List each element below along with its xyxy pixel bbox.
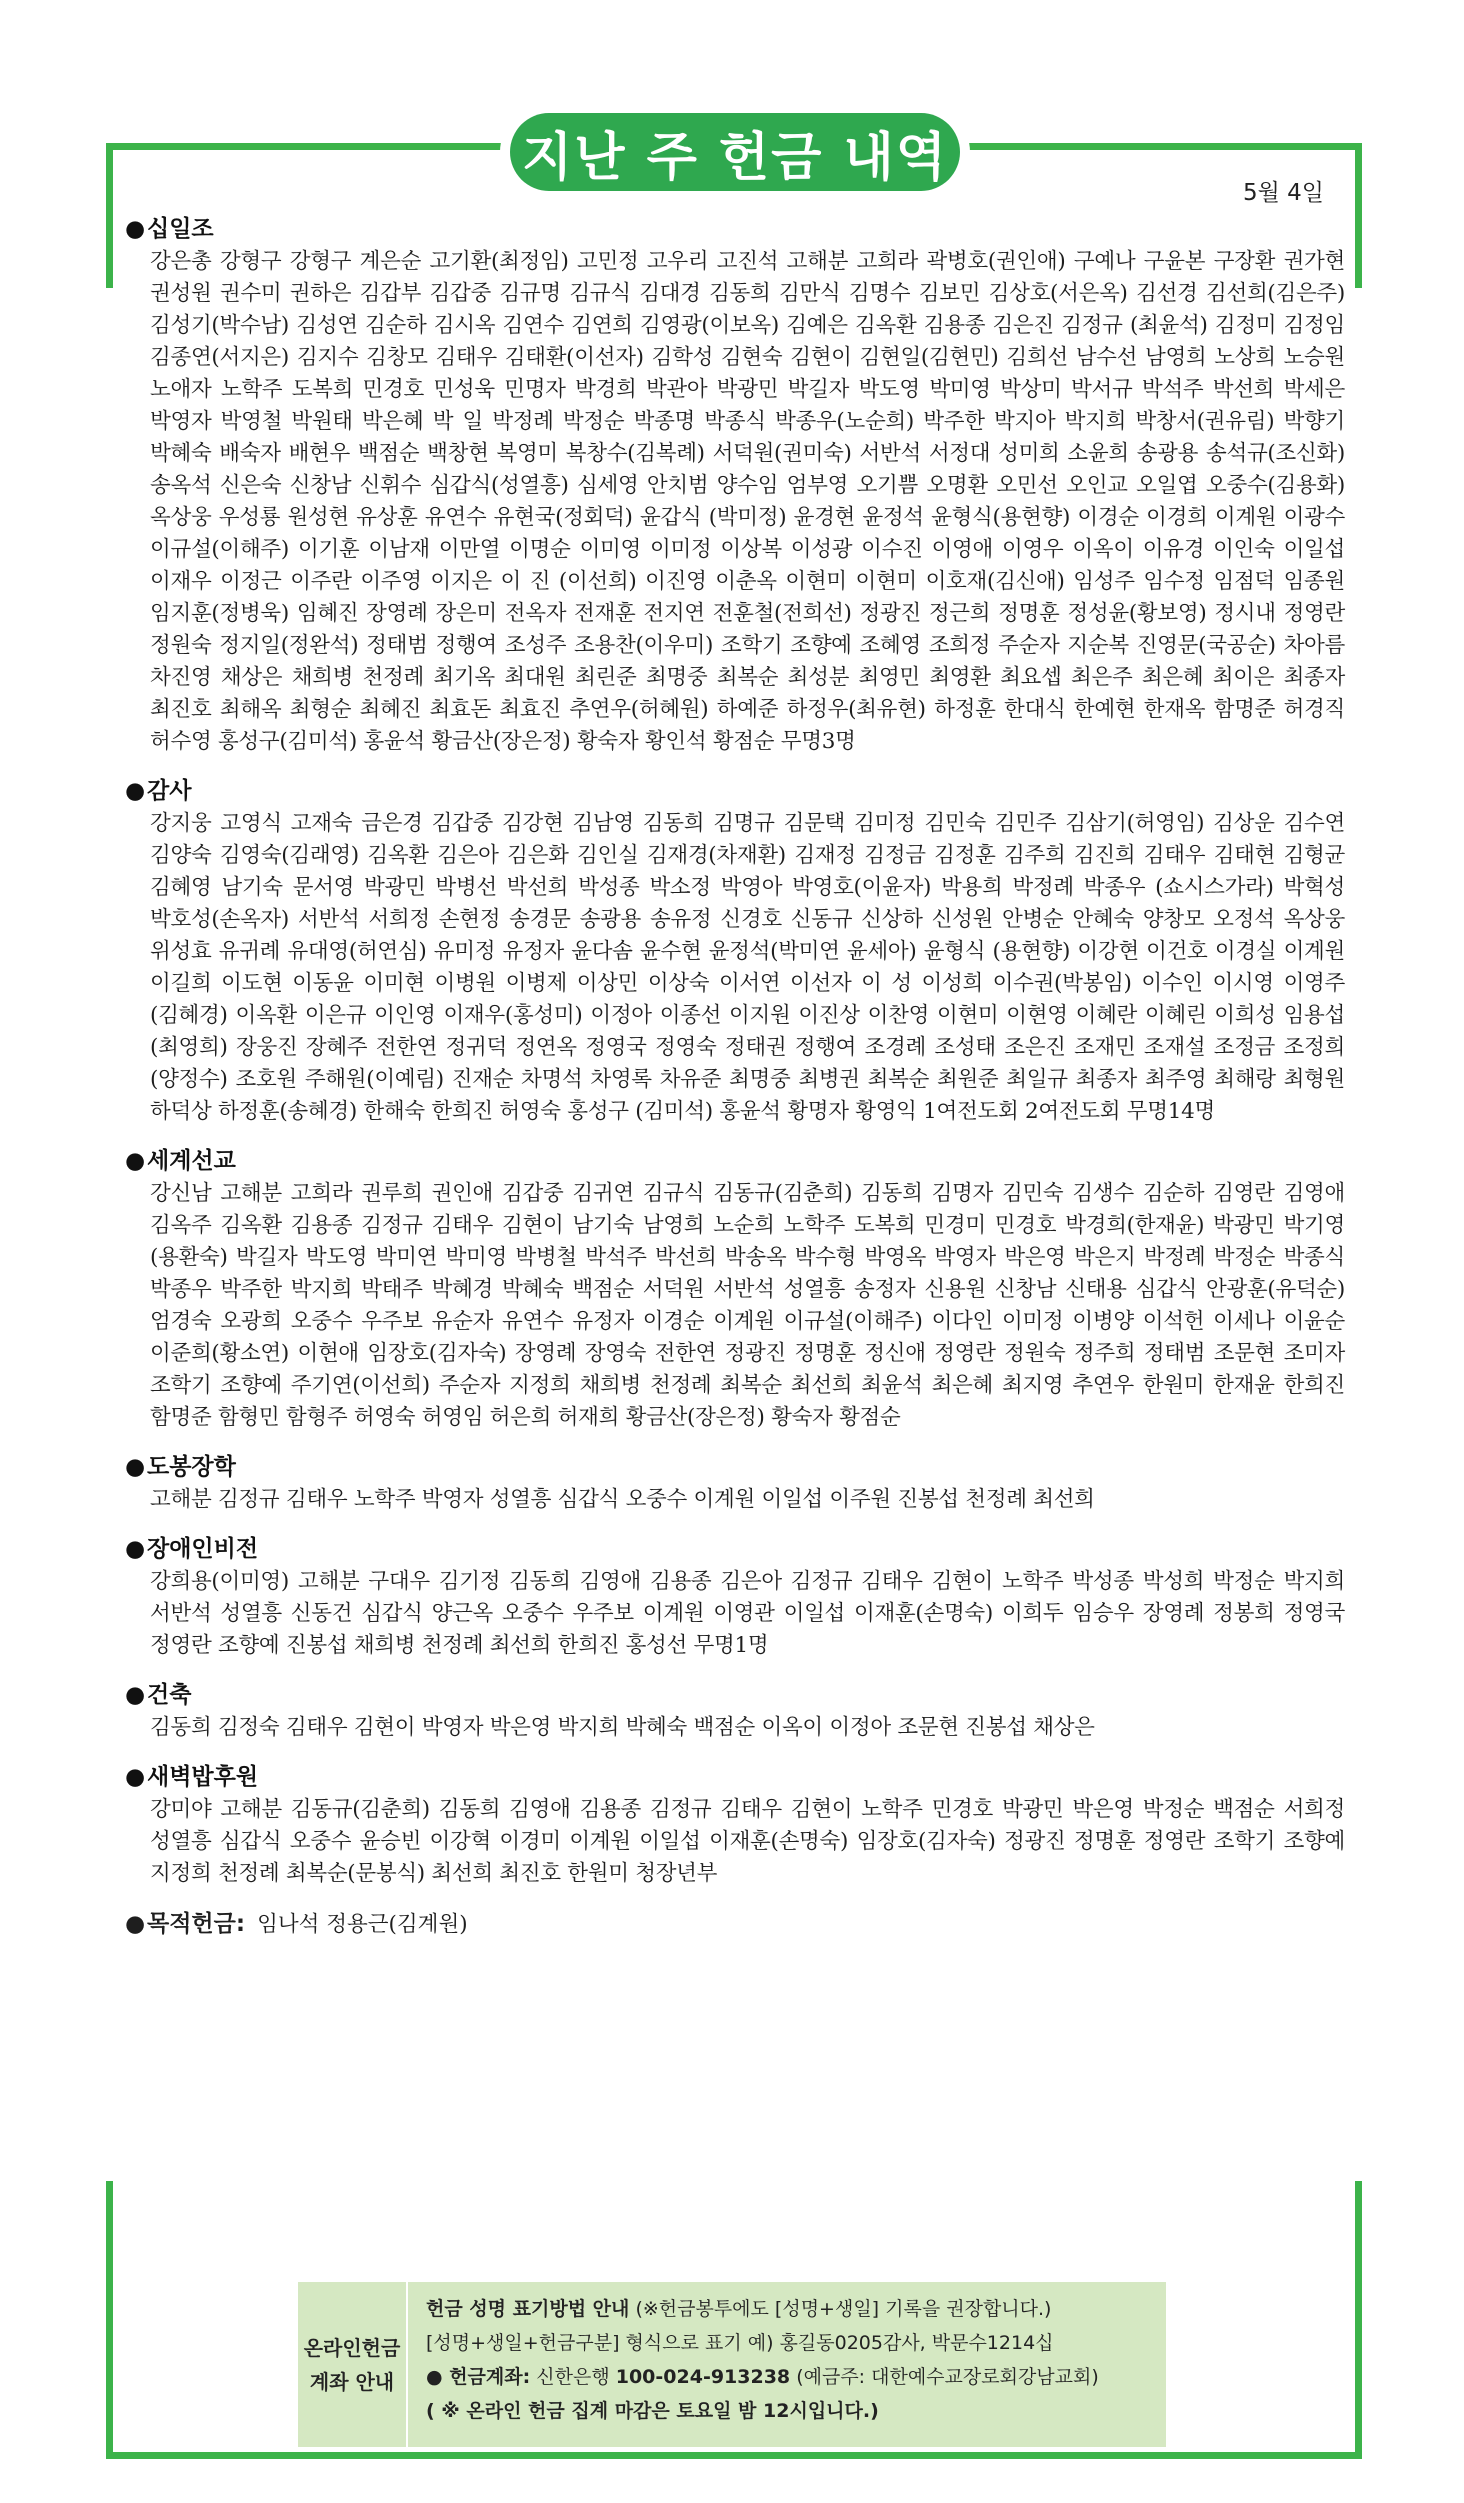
account-label: 헌금계좌: xyxy=(449,2366,531,2388)
section-heading: 건축 xyxy=(147,1682,192,1708)
online-label-line1: 온라인헌금 xyxy=(303,2335,401,2360)
section-names: 고해분 김정규 김태우 노학주 박영자 성열흥 심갑식 오중수 이계원 이일섭 이주원 진봉섭 천정례 최선희 xyxy=(150,1487,1095,1512)
guide-note: (※헌금봉투에도 [성명+생일] 기록을 권장합니다.) xyxy=(635,2298,1052,2320)
online-label xyxy=(298,2282,408,2447)
online-offering-info xyxy=(298,2282,1166,2447)
format-line: [성명+생일+헌금구분] 형식으로 표기 예) 홍길동0205감사, 박문수1214십 xyxy=(426,2332,1054,2354)
frame-top-left xyxy=(106,143,510,150)
section-names: 강지웅 고영식 고재숙 금은경 김갑중 김강현 김남영 김동희 김명규 김문택 김미정 김민숙 김민주 김삼기(허영임) 김상운 김수연 김양숙 김영숙(김래영) 김옥환 김은아 김은화 김인실 김재경(차재환) 김재정 김정금 김정훈 김주희 김진희 김태우 김태현 김형균 김혜영 남기숙 문서영 박광민 박병선 박선희 박성종 박소정 박영아 박영호(이윤자) 박용희 박정례 박종우 (쇼시스가라) 박혁성 박호성(손옥자) 서반석 서희정 손현정 송경문 송광용 송유정 신경호 신동규 신상하 신성원 안병순 안혜숙 양창모 오정석 옥상웅 위성효 유귀례 유대영(허연심) 유미정 유정자 윤다솜 윤수현 윤정석(박미연 윤세아) 윤형식 (용현향) 이강현 이건호 이경실 이계원 이길희 이도현 이동윤 이미현 이병원 이병제 이상민 이상숙 이서연 이선자 이 성 이성희 이수권(박봉임) 이수인 이시영 이영주(김혜경) 이옥환 이은규 이인영 이재우(홍성미) 이정아 이종선 이지원 이진상 이찬영 이현미 이현영 이혜란 이혜린 이희성 임용섭(최영희) 장웅진 장혜주 전한연 정귀덕 정연옥 정영국 정영숙 정태권 정행여 조경례 조성태 조은진 조재민 조재설 조정금 조정희(양정수) 조호원 주해원(이예림) 진재순 차명석 차영록 차유준 최명중 최병권 최복순 최원준 최일규 최종자 최주영 최해랑 최형원 하덕상 하정훈(송혜경) 한해숙 한희진 허영숙 홍성구 (김미석) 홍윤석 황명자 황영익 1여전도회 2여전도회 무명14명 xyxy=(150,811,1345,1124)
bullet-icon: ● xyxy=(125,1454,146,1480)
account-holder: (예금주: 대한예수교장로회강남교회) xyxy=(796,2366,1099,2388)
online-label-line2: 계좌 안내 xyxy=(309,2369,395,2394)
section-heading: 목적헌금: xyxy=(147,1911,246,1937)
bullet-icon: ● xyxy=(125,778,146,804)
bullet-icon: ● xyxy=(125,216,146,242)
bullet-icon: ● xyxy=(125,1148,146,1174)
page-title-banner xyxy=(510,113,960,191)
section-names: 임나석 정용근(김계원) xyxy=(257,1912,468,1937)
page-title: 지난 주 헌금 내역 xyxy=(522,127,948,188)
section-names: 김동희 김정숙 김태우 김현이 박영자 박은영 박지희 박혜숙 백점순 이옥이 이정아 조문현 진봉섭 채상은 xyxy=(150,1715,1095,1740)
section-disability xyxy=(125,1532,1345,1662)
section-names: 강은총 강형구 강형구 계은순 고기환(최정임) 고민정 고우리 고진석 고해분 고희라 곽병호(권인애) 구예나 구윤본 구장환 권가현 권성원 권수미 권하은 김갑부 김갑중 김규명 김규식 김대경 김동희 김만식 김명수 김보민 김상호(서은옥) 김선경 김선희(김은주) 김성기(박수남) 김성연 김순하 김시옥 김연수 김연희 김영광(이보옥) 김예은 김옥환 김용종 김은진 김정규 (최윤석) 김정미 김정임 김종연(서지은) 김지수 김창모 김태우 김태환(이선자) 김학성 김현숙 김현이 김현일(김현민) 김희선 남수선 남영희 노상희 노승원 노애자 노학주 도복희 민경호 민성욱 민명자 박경희 박관아 박광민 박길자 박도영 박미영 박상미 박서규 박석주 박선희 박세은 박영자 박영철 박원태 박은혜 박 일 박정례 박정순 박종명 박종식 박종우(노순희) 박주한 박지아 박지희 박창서(권유림) 박향기 박혜숙 배숙자 배현우 백점순 백창현 복영미 복창수(김복례) 서덕원(권미숙) 서반석 서정대 성미희 소윤희 송광용 송석규(조신화) 송옥석 신은숙 신창남 신휘수 심갑식(성열흥) 심세영 안치범 양수임 엄부영 오기쁨 오명환 오민선 오인교 오일엽 오중수(김용화) 옥상웅 우성룡 원성현 유상훈 유연수 유현국(정회덕) 윤갑식 (박미정) 윤경현 윤정석 윤형식(용현향) 이경순 이경희 이계원 이광수 이규설(이해주) 이기훈 이남재 이만열 이명순 이미영 이미정 이상복 이성광 이수진 이영애 이영우 이옥이 이유경 이인숙 이일섭 이재우 이정근 이주란 이주영 이지은 이 진 (이선희) 이진영 이춘옥 이현미 이현미 이호재(김신애) 임성주 임수정 임점덕 임종원 임지훈(정병욱) 임혜진 장영례 장은미 전옥자 전재훈 전지연 전훈철(전희선) 정광진 정근희 정명훈 정성윤(황보영) 정시내 정영란 정원숙 정지일(정완석) 정태범 정행여 조성주 조용찬(이우미) 조학기 조향예 조혜영 조희정 주순자 지순복 진영문(국공순) 차아름 차진영 채상은 채희병 천정례 최기옥 최대원 최린준 최명중 최복순 최성분 최영민 최영환 최요셉 최은주 최은혜 최이은 최종자 최진호 최해옥 최형순 최혜진 최효돈 최효진 추연우(허혜원) 하예준 하정우(최유현) 하정훈 한대식 한예현 한재옥 함명준 허경직 허수영 홍성구(김미석) 홍윤석 황금산(장은정) 황숙자 황인석 황점순 무명3명 xyxy=(150,249,1345,754)
section-names: 강미야 고해분 김동규(김춘희) 김동희 김영애 김용종 김정규 김태우 김현이 노학주 민경호 박광민 박은영 박정순 백점순 서희정 성열흥 심갑식 오중수 윤승빈 이강혁 이경미 이계원 이일섭 이재훈(손명숙) 임장호(김자숙) 정광진 정명훈 정영란 조학기 조향예 지정희 천정례 최복순(문봉식) 최선희 최진호 한원미 청장년부 xyxy=(150,1797,1345,1886)
section-names: 강희용(이미영) 고해분 구대우 김기정 김동희 김영애 김용종 김은아 김정규 김태우 김현이 노학주 박성종 박성희 박정순 박지희 서반석 성열흥 신동건 심갑식 양근옥 오중수 우주보 이계원 이영관 이일섭 이재훈(손명숙) 이희두 임승우 장영례 정봉희 정영국 정영란 조향예 진봉섭 채희병 천정례 최선희 한희진 홍성선 무명1명 xyxy=(150,1569,1345,1658)
section-heading: 십일조 xyxy=(147,216,214,242)
deadline-note: ( ※ 온라인 헌금 집계 마감은 토요일 밤 12시입니다.) xyxy=(426,2400,879,2422)
frame-left-bottom xyxy=(106,2181,113,2459)
online-details xyxy=(408,2282,1166,2447)
frame-bottom xyxy=(106,2452,1362,2459)
section-heading: 도봉장학 xyxy=(147,1454,236,1480)
bullet-icon: ● xyxy=(125,1536,146,1562)
section-scholarship xyxy=(125,1450,1345,1516)
section-heading: 장애인비전 xyxy=(147,1536,259,1562)
bullet-icon: ● xyxy=(125,1764,146,1790)
section-tithe xyxy=(125,212,1345,758)
frame-right-bottom xyxy=(1355,2181,1362,2459)
bullet-icon: ● xyxy=(125,1911,146,1937)
offering-list xyxy=(125,212,1345,1942)
frame-left-top xyxy=(106,143,113,288)
section-heading: 감사 xyxy=(147,778,192,804)
section-heading: 새벽밥후원 xyxy=(147,1764,259,1790)
frame-top-right xyxy=(960,143,1362,150)
account-number: 100-024-913238 xyxy=(615,2366,791,2388)
report-date: 5월 4일 xyxy=(1242,180,1324,206)
bullet-icon: ● xyxy=(125,1682,146,1708)
frame-right-top xyxy=(1355,143,1362,288)
section-heading: 세계선교 xyxy=(147,1148,236,1174)
section-names: 강신남 고해분 고희라 권루희 권인애 김갑중 김귀연 김규식 김동규(김춘희) 김동희 김명자 김민숙 김생수 김순하 김영란 김영애 김옥주 김옥환 김용종 김정규 김태우 김현이 남기숙 남영희 노순희 노학주 도복희 민경미 민경호 박경희(한재윤) 박광민 박기영(용환숙) 박길자 박도영 박미연 박미영 박병철 박석주 박선희 박송옥 박수형 박영옥 박영자 박은영 박은지 박정례 박정순 박종식 박종우 박주한 박지희 박태주 박혜경 박혜숙 백점순 서덕원 서반석 성열흥 송정자 신용원 신창남 신태용 심갑식 안광훈(유덕순) 엄경숙 오광희 오중수 우주보 유순자 유연수 유정자 이경순 이계원 이규설(이해주) 이다인 이미정 이병양 이석헌 이세나 이윤순 이준희(황소연) 이현애 임장호(김자숙) 장영례 장영숙 전한연 정광진 정명훈 정신애 정영란 정원숙 정주희 정태범 조문현 조미자 조학기 조향예 주기연(이선희) 주순자 지정희 채희병 천정례 최복순 최선희 최윤석 최은혜 최지영 추연우 한원미 한재윤 한희진 함명준 함형민 함형주 허영숙 허영임 허은희 허재희 황금산(장은정) 황숙자 황점순 xyxy=(150,1181,1345,1430)
section-building xyxy=(125,1678,1345,1744)
section-designated xyxy=(125,1906,1345,1942)
section-missions xyxy=(125,1144,1345,1434)
section-dawn-meal xyxy=(125,1760,1345,1890)
bullet-icon: ● xyxy=(426,2366,450,2388)
section-thanks xyxy=(125,774,1345,1128)
bank-name: 신한은행 xyxy=(536,2366,610,2388)
guide-title: 헌금 성명 표기방법 안내 xyxy=(426,2298,630,2320)
